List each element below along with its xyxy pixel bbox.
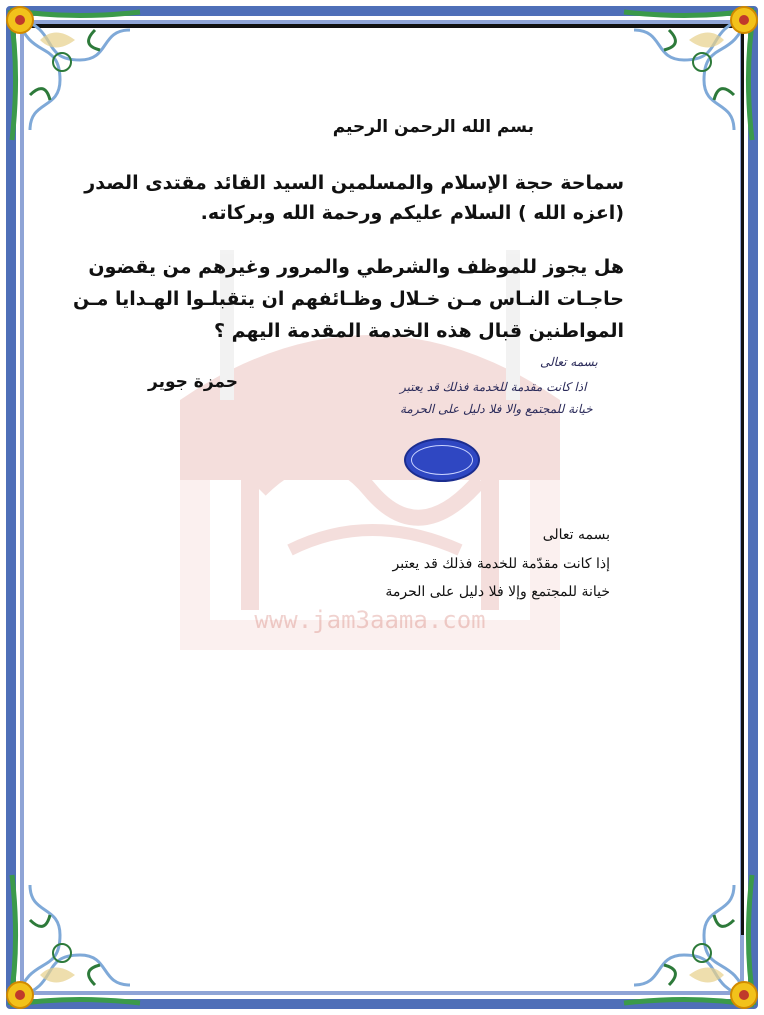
typed-answer-line-3: خيانة للمجتمع وإلا فلا دليل على الحرمة — [385, 584, 610, 600]
handwritten-answer-line-3: خيانة للمجتمع والا فلا دليل على الحرمة — [400, 402, 593, 416]
address-line-2: (اعزه الله ) السلام عليكم ورحمة الله وبركاته. — [200, 202, 624, 224]
address-line-1: سماحة حجة الإسلام والمسلمين السيد القائد مقتدى الصدر — [84, 172, 624, 194]
question-line-1: هل يجوز للموظف والشرطي والمرور وغيرهم من يقضون — [88, 256, 624, 278]
typed-answer-line-1: بسمه تعالى — [542, 527, 610, 543]
question-line-2: حاجـات النـاس مـن خـلال وظـائفهم ان يتقبلـوا الهـدايا مـن — [73, 288, 624, 310]
corner-ornament-icon — [614, 865, 764, 1015]
watermark-url: www.jam3aama.com — [254, 606, 486, 634]
basmala-heading: بسم الله الرحمن الرحيم — [332, 117, 534, 137]
official-stamp-icon — [404, 438, 480, 482]
handwritten-answer-line-1: بسمه تعالى — [540, 355, 598, 369]
corner-ornament-icon — [614, 0, 764, 150]
typed-answer-line-2: إذا كانت مقدّمة للخدمة فذلك قد يعتبر — [392, 556, 610, 572]
handwritten-answer-line-2: اذا كانت مقدمة للخدمة فذلك قد يعتبر — [400, 380, 587, 394]
question-line-3: المواطنين قبال هذه الخدمة المقدمة اليهم ؟ — [214, 320, 624, 342]
signer-name: حمزة جوير — [148, 372, 239, 392]
corner-ornament-icon — [0, 0, 150, 150]
right-rule — [741, 30, 744, 935]
corner-ornament-icon — [0, 865, 150, 1015]
